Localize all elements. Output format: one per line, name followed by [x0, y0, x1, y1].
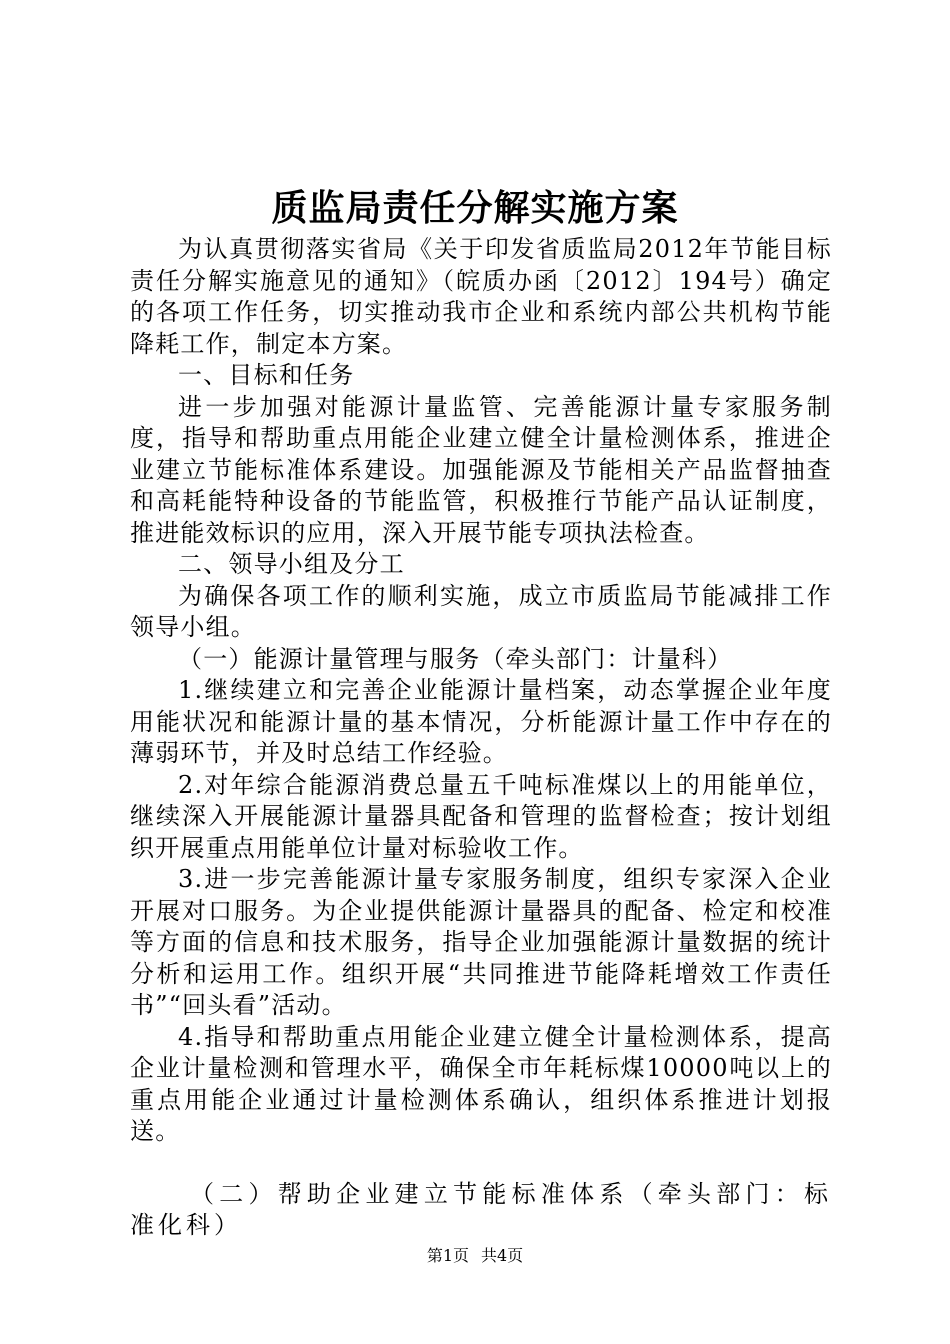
paragraph-leadership: 为确保各项工作的顺利实施，成立市质监局节能减排工作领导小组。	[130, 581, 832, 641]
document-title: 质监局责任分解实施方案	[271, 187, 679, 229]
document-body	[130, 234, 832, 1242]
list-item-3: 3.进一步完善能源计量专家服务制度，组织专家深入企业开展对口服务。为企业提供能源计量器具的配备、检定和校准等方面的信息和技术服务，指导企业加强能源计量数据的统计分析和运用工作。组织开展“共同推进节能降耗增效工作责任书”“回头看”活动。	[130, 865, 832, 1019]
section-heading-goals: 一、目标和任务	[178, 361, 355, 389]
list-item-2: 2.对年综合能源消费总量五千吨标准煤以上的用能单位，继续深入开展能源计量器具配备和管理的监督检查；按计划组织开展重点用能单位计量对标验收工作。	[130, 770, 832, 862]
list-item-1: 1.继续建立和完善企业能源计量档案，动态掌握企业年度用能状况和能源计量的基本情况，分析能源计量工作中存在的薄弱环节，并及时总结工作经验。	[130, 676, 832, 767]
page-number-current: 第1页	[426, 1246, 469, 1265]
paragraph-goals: 进一步加强对能源计量监管、完善能源计量专家服务制度，指导和帮助重点用能企业建立健全计量检测体系，推进企业建立节能标准体系建设。加强能源及节能相关产品监督抽查和高耗能特种设备的节能监管，积极推行节能产品认证制度，推进能效标识的应用，深入开展节能专项执法检查。	[130, 392, 832, 547]
subsection-heading-standards: （二）帮助企业建立节能标准体系（牵头部门：标准化科）	[130, 1179, 832, 1239]
list-item-4: 4.指导和帮助重点用能企业建立健全计量检测体系，提高企业计量检测和管理水平，确保全市年耗标煤10000吨以上的重点用能企业通过计量检测体系确认，组织体系推进计划报送。	[130, 1022, 832, 1145]
page-footer	[0, 1245, 950, 1267]
paragraph-intro: 为认真贯彻落实省局《关于印发省质监局2012年节能目标责任分解实施意见的通知》（皖质办函〔2012〕194号）确定的各项工作任务，切实推动我市企业和系统内部公共机构节能降耗工作，制定本方案。	[130, 235, 832, 358]
page-number-total: 共4页	[481, 1246, 524, 1265]
section-heading-leadership: 二、领导小组及分工	[178, 550, 405, 578]
subsection-heading-energy-metering: （一）能源计量管理与服务（牵头部门：计量科）	[178, 644, 733, 673]
